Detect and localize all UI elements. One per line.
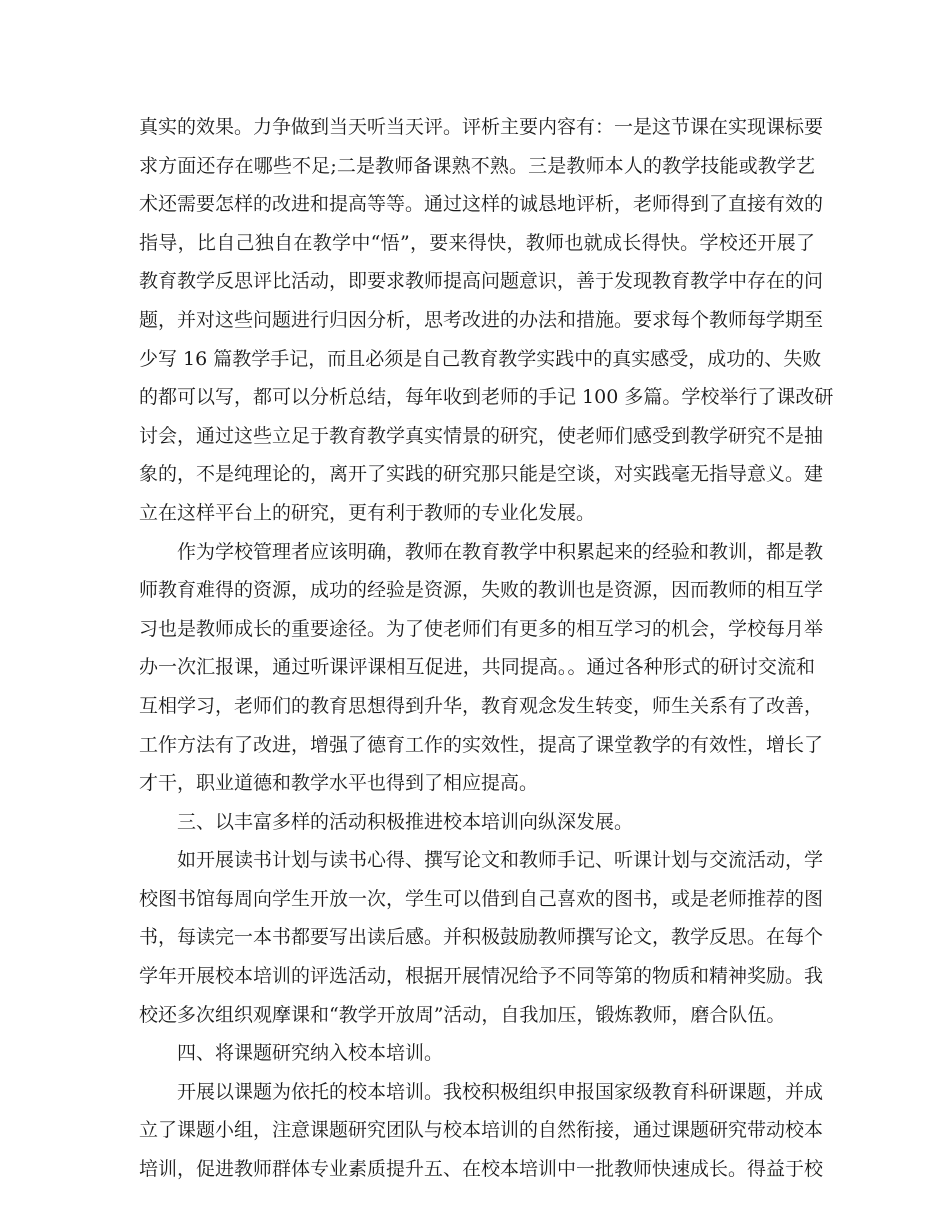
text-line: 立了课题小组，注意课题研究团队与校本培训的自然衔接，通过课题研究带动校本 — [139, 1119, 824, 1142]
text-line: 工作方法有了改进，增强了德育工作的实效性，提高了课堂教学的有效性，增长了 — [139, 733, 824, 756]
text-line: 象的，不是纯理论的，离开了实践的研究那只能是空谈，对实践毫无指导意义。建 — [139, 463, 824, 486]
text-line: 学年开展校本培训的评选活动，根据开展情况给予不同等第的物质和精神奖励。我 — [139, 965, 824, 988]
text-line: 办一次汇报课，通过听课评课相互促进，共同提高。。通过各种形式的研讨交流和 — [139, 656, 815, 679]
paragraph-first-line: 开展以课题为依托的校本培训。我校积极组织申报国家级教育科研课题，并成 — [177, 1080, 824, 1103]
paragraph-first-line: 四、将课题研究纳入校本培训。 — [177, 1042, 444, 1065]
text-line: 师教育难得的资源，成功的经验是资源，失败的教训也是资源，因而教师的相互学 — [139, 579, 824, 602]
text-line: 校图书馆每周向学生开放一次，学生可以借到自己喜欢的图书，或是老师推荐的图 — [139, 887, 824, 910]
text-line: 真实的效果。力争做到当天听当天评。评析主要内容有：一是这节课在实现课标要 — [139, 116, 824, 138]
text-line: 的都可以写，都可以分析总结，每年收到老师的手记 100 多篇。学校举行了课改研 — [139, 386, 834, 409]
text-line: 教育教学反思评比活动，即要求教师提高问题意识，善于发现教育教学中存在的问 — [139, 270, 824, 293]
paragraph-first-line: 如开展读书计划与读书心得、撰写论文和教师手记、听课计划与交流活动，学 — [177, 849, 824, 872]
text-line: 才干，职业道德和教学水平也得到了相应提高。 — [139, 772, 539, 795]
body-text — [139, 108, 834, 1189]
text-line: 习也是教师成长的重要途径。为了使老师们有更多的相互学习的机会，学校每月举 — [139, 617, 824, 640]
text-line: 讨会，通过这些立足于教育教学真实情景的研究，使老师们感受到教学研究不是抽 — [139, 424, 824, 447]
text-line: 书，每读完一本书都要写出读后感。并积极鼓励教师撰写论文，教学反思。在每个 — [139, 926, 824, 949]
text-line: 少写 16 篇教学手记，而且必须是自己教育教学实践中的真实感受，成功的、失败 — [139, 347, 822, 370]
paragraph-first-line: 三、以丰富多样的活动积极推进校本培训向纵深发展。 — [177, 810, 634, 833]
paragraph-first-line: 作为学校管理者应该明确，教师在教育教学中积累起来的经验和教训，都是教 — [177, 540, 824, 563]
text-line: 题，并对这些问题进行归因分析，思考改进的办法和措施。要求每个教师每学期至 — [139, 308, 824, 331]
text-line: 立在这样平台上的研究，更有利于教师的专业化发展。 — [139, 501, 596, 524]
text-line: 术还需要怎样的改进和提高等等。通过这样的诚恳地评析，老师得到了直接有效的 — [139, 193, 824, 216]
text-line: 指导，比自己独自在教学中“悟”，要来得快，教师也就成长得快。学校还开展了 — [139, 231, 815, 254]
text-line: 求方面还存在哪些不足;二是教师备课熟不熟。三是教师本人的教学技能或教学艺 — [139, 154, 815, 177]
text-line: 培训，促进教师群体专业素质提升五、在校本培训中一批教师快速成长。得益于校 — [139, 1158, 824, 1181]
text-line: 校还多次组织观摩课和“教学开放周”活动，自我加压，锻炼教师，磨合队伍。 — [139, 1003, 786, 1026]
text-line: 互相学习，老师们的教育思想得到升华，教育观念发生转变，师生关系有了改善， — [139, 694, 824, 717]
